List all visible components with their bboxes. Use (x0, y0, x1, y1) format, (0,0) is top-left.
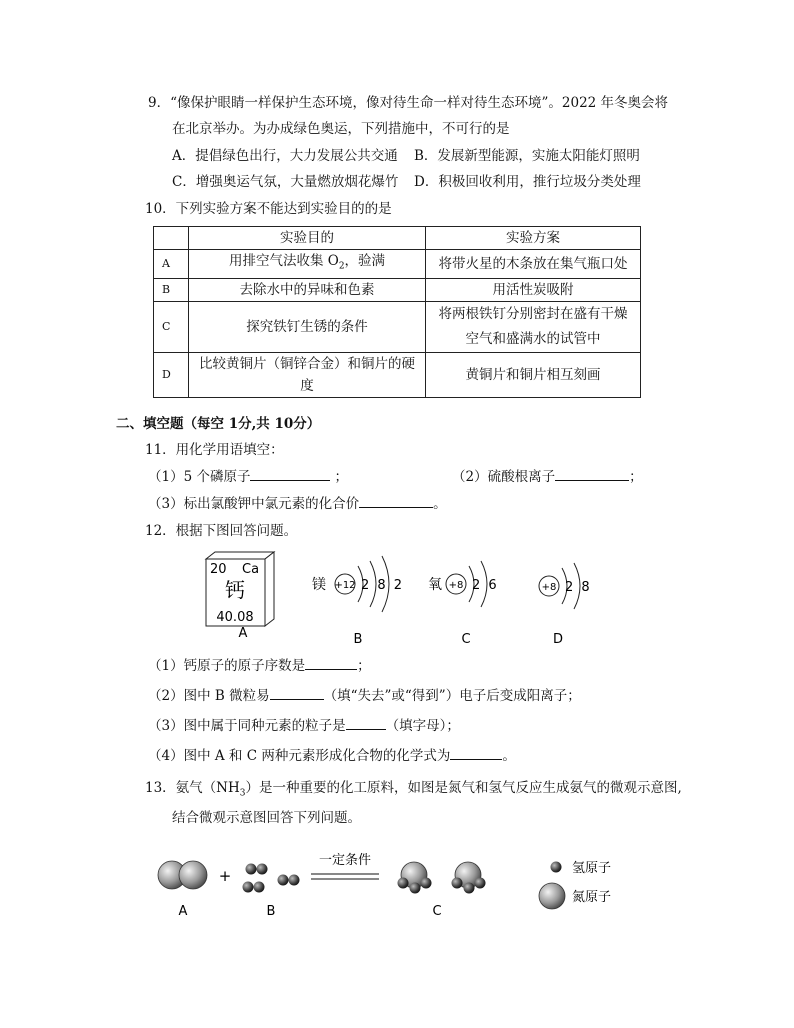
row-plan: 用活性炭吸附 (426, 278, 641, 301)
q9-option-d: D．积极回收利用，推行垃圾分类处理 (414, 174, 641, 190)
q12-item2-end: （填“失去”或“得到”）电子后变成阳离子； (323, 688, 581, 704)
q13-line1 (145, 778, 682, 804)
q12-item3-text: （3）图中属于同种元素的粒子是 (148, 718, 346, 734)
q9-number: 9． (148, 95, 171, 111)
reaction-label-a: A (178, 904, 188, 919)
q12-item3 (148, 716, 460, 736)
atom-d-shells: 2 8 (565, 580, 592, 595)
reaction-label-b: B (266, 904, 276, 919)
answer-blank[interactable] (346, 716, 386, 730)
q11-end: 。 (433, 496, 447, 512)
q9-stem-1: “像保护眼睛一样保护生态环境，像对待生命一样对待生态环境”。2022 年冬奥会将 (170, 95, 669, 111)
row-label: B (154, 278, 189, 301)
legend-nitrogen: 氮原子 (572, 890, 612, 905)
row-goal: 探究铁钉生锈的条件 (189, 301, 426, 352)
atom-c-nucleus: +8 (448, 580, 464, 591)
element-number: 20 (210, 562, 227, 577)
legend-hydrogen: 氢原子 (572, 861, 612, 876)
answer-blank[interactable] (450, 746, 502, 760)
q12-item2-text: （2）图中 B 微粒易 (148, 688, 270, 704)
q13-text-pre: 13．氨气（NH (145, 780, 240, 796)
q9-option-c: C．增强奥运气氛，大量燃放烟花爆竹 (172, 174, 399, 190)
q12-item4-end: 。 (502, 748, 516, 764)
diagram-label-b: B (353, 632, 363, 647)
q11-sep: ； (334, 469, 348, 485)
header-plan: 实验方案 (426, 227, 641, 250)
element-symbol: Ca (242, 562, 260, 577)
molecule-nh3-1 (398, 862, 432, 894)
atom-d-nucleus: +8 (541, 582, 557, 593)
legend (539, 861, 611, 909)
atom-b-nucleus: +12 (334, 580, 356, 591)
q11-item3-text: （3）标出氯酸钾中氯元素的化合价 (148, 496, 360, 512)
q12-item2 (148, 686, 581, 706)
goal-text-end: ，验满 (344, 253, 386, 269)
row-label: C (154, 301, 189, 352)
element-cell-calcium (206, 552, 274, 626)
reaction-label-c: C (432, 904, 442, 919)
goal-subscript: 2 (338, 261, 345, 272)
q9-stem-2: 在北京举办。为办成绿色奥运，下列措施中，不可行的是 (172, 121, 510, 137)
row-label: D (154, 352, 189, 397)
reaction-condition: 一定条件 (318, 853, 372, 868)
answer-blank[interactable] (270, 686, 324, 700)
q12-title: 12．根据下图回答问题。 (145, 523, 298, 539)
q12-item1-end: ； (357, 658, 371, 674)
atom-b-name: 镁 (312, 577, 326, 593)
atom-c-name: 氧 (428, 577, 442, 593)
diagram-label-c: C (461, 632, 471, 647)
molecules-h2 (243, 864, 300, 893)
row-plan: 黄铜片和铜片相互刻画 (426, 352, 641, 397)
row-plan: 将带火星的木条放在集气瓶口处 (426, 250, 641, 279)
element-mass: 40.08 (216, 610, 254, 625)
section-title: 二、填空题（每空 1分,共 10分） (116, 416, 321, 432)
atom-b-magnesium (312, 556, 404, 612)
q9-option-a: A．提倡绿色出行，大力发展公共交通 (172, 148, 398, 164)
q13-text-post: ）是一种重要的化工原料，如图是氮气和氢气反应生成氨气的微观示意图, (245, 780, 682, 796)
reaction-diagram (0, 840, 794, 940)
molecule-n2 (158, 861, 207, 889)
atom-c-shells: 2 6 (472, 578, 499, 593)
q13-subscript: 3 (239, 788, 246, 799)
q12-item4-text: （4）图中 A 和 C 两种元素形成化合物的化学式为 (148, 748, 451, 764)
q13-line2: 结合微观示意图回答下列问题。 (172, 810, 361, 826)
diagram-label-a: A (238, 626, 248, 641)
atom-d-ion (539, 563, 592, 609)
q11-item1-text: （1）5 个磷原子 (148, 469, 251, 485)
goal-text: 用排空气法收集 O (228, 253, 339, 269)
row-plan-line1: 将两根铁钉分别密封在盛有干燥 (438, 305, 628, 322)
atom-b-shells: 2 8 2 (361, 578, 405, 593)
row-plan-line2: 空气和盛满水的试管中 (465, 330, 601, 347)
q11-sep: ； (629, 469, 643, 485)
q12-item1-text: （1）钙原子的原子序数是 (148, 658, 306, 674)
q12-item1 (148, 656, 371, 676)
row-goal: 比较黄铜片（铜锌合金）和铜片的硬度 (189, 352, 426, 397)
q12-item3-end: （填字母）； (385, 718, 460, 734)
q12-item4 (148, 746, 516, 766)
row-label: A (154, 250, 189, 279)
header-goal: 实验目的 (189, 227, 426, 250)
molecule-nh3-2 (452, 862, 486, 894)
hydrogen-legend-icon (551, 862, 562, 873)
q11-title: 11．用化学用语填空： (145, 442, 284, 458)
q9-option-b: B．发展新型能源，实施太阳能灯照明 (414, 148, 640, 164)
atom-c-oxygen (428, 561, 499, 607)
q10-title: 10．下列实验方案不能达到实验目的的是 (145, 201, 392, 217)
q11-item2-text: （2）硫酸根离子 (452, 469, 556, 485)
plus-sign: + (218, 867, 232, 885)
answer-blank[interactable] (305, 656, 357, 670)
element-name: 钙 (225, 578, 245, 602)
row-goal: 去除水中的异味和色素 (189, 278, 426, 301)
diagram-label-d: D (552, 632, 564, 647)
nitrogen-legend-icon (539, 883, 565, 909)
